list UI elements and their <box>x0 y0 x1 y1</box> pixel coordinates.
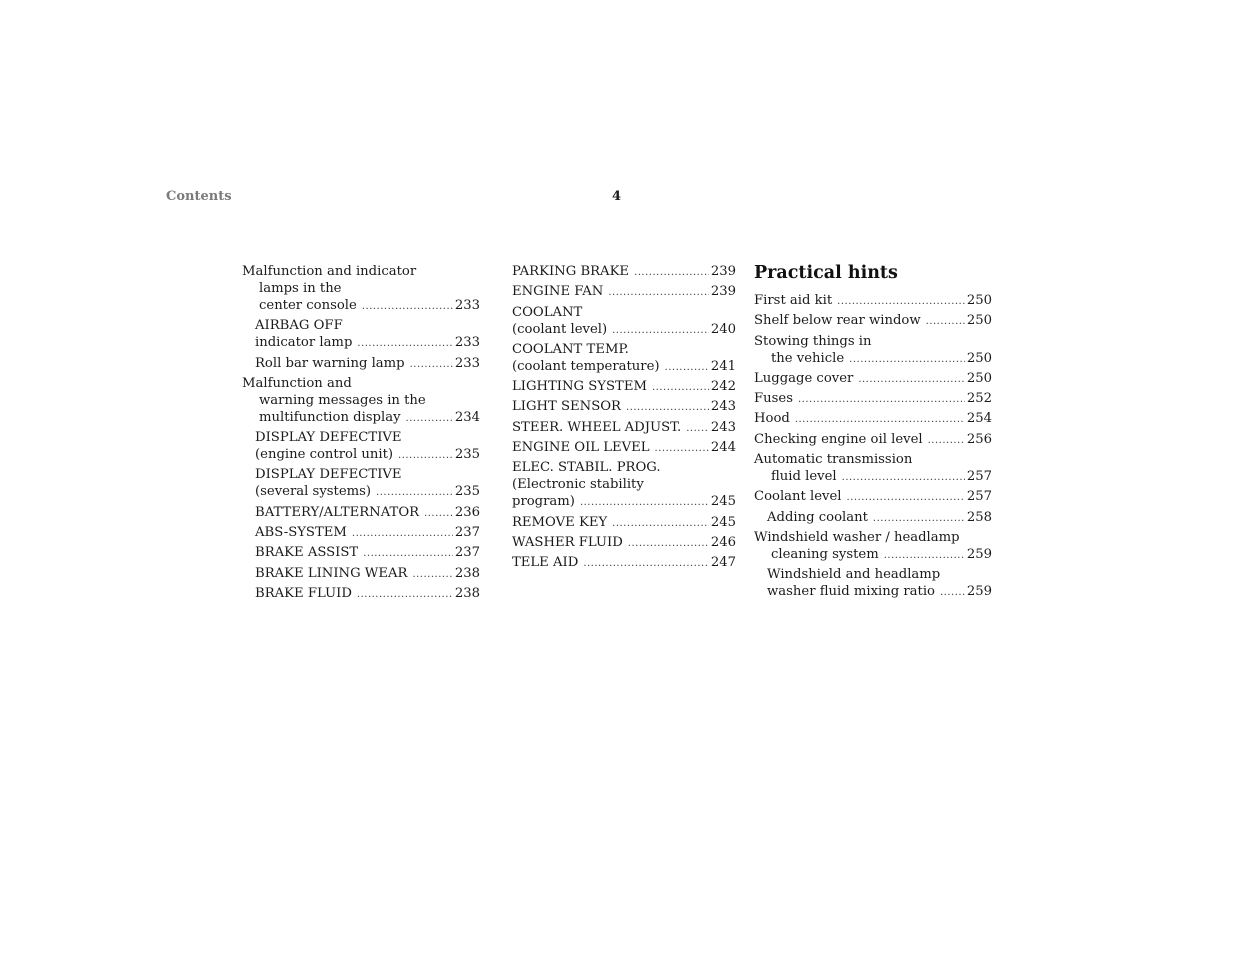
toc-entry-title: Malfunction and <box>242 375 352 391</box>
toc-entry-title: AIRBAG OFF <box>255 318 343 334</box>
toc-entry-label: Adding coolant <box>767 509 868 525</box>
toc-page-number: 245 <box>710 494 736 510</box>
contents-column-2 <box>512 263 736 575</box>
dot-leader <box>849 351 965 368</box>
dot-leader <box>357 335 452 352</box>
toc-entry[interactable] <box>242 355 480 373</box>
dot-leader <box>363 545 453 562</box>
toc-entry-continuation: lamps in the <box>259 281 342 296</box>
toc-page-number: 257 <box>966 469 992 485</box>
toc-entry-title: ELEC. STABIL. PROG. <box>512 460 661 476</box>
toc-entry[interactable] <box>754 566 992 601</box>
dot-leader <box>376 484 453 501</box>
toc-entry-title: DISPLAY DEFECTIVE <box>255 430 402 446</box>
dot-leader <box>398 447 453 464</box>
dot-leader <box>873 510 965 527</box>
toc-entry-title: DISPLAY DEFECTIVE <box>255 467 402 483</box>
dot-leader <box>926 313 965 330</box>
dot-leader <box>410 356 453 373</box>
toc-entry[interactable] <box>242 429 480 464</box>
dot-leader <box>795 411 965 428</box>
dot-leader <box>842 469 965 486</box>
toc-page-number: 250 <box>966 370 992 386</box>
toc-entry-label: WASHER FLUID <box>512 534 623 550</box>
toc-entry-label: BATTERY/ALTERNATOR <box>255 504 420 520</box>
toc-entry-label: washer fluid mixing ratio <box>767 584 935 600</box>
dot-leader <box>634 264 709 281</box>
toc-entry[interactable] <box>754 312 992 330</box>
toc-page-number: 250 <box>966 313 992 329</box>
toc-entry-title: Windshield washer / headlamp <box>754 529 960 545</box>
toc-entry-label: Roll bar warning lamp <box>255 355 405 371</box>
toc-entry-label: TELE AID <box>512 555 579 571</box>
page-number: 4 <box>612 189 622 204</box>
toc-page-number: 234 <box>454 409 480 425</box>
dot-leader <box>352 525 453 542</box>
toc-entry[interactable] <box>242 565 480 583</box>
practical-hints-entries <box>754 292 992 601</box>
toc-entry-label: (several systems) <box>255 484 372 500</box>
toc-entry-label: REMOVE KEY <box>512 514 608 530</box>
dot-leader <box>362 298 453 315</box>
toc-entry[interactable] <box>242 375 480 427</box>
dot-leader <box>798 391 965 408</box>
toc-entry[interactable] <box>512 263 736 281</box>
toc-page-number: 257 <box>966 489 992 505</box>
toc-page-number: 233 <box>454 298 480 313</box>
toc-entry-label: indicator lamp <box>255 335 353 351</box>
toc-entry[interactable] <box>754 488 992 506</box>
toc-page-number: 247 <box>710 555 736 571</box>
toc-entry-label: Checking engine oil level <box>754 431 923 447</box>
toc-entry[interactable] <box>242 504 480 522</box>
toc-page-number: 252 <box>966 391 992 407</box>
toc-page-number: 245 <box>710 514 736 530</box>
toc-entry-label: LIGHT SENSOR <box>512 399 621 415</box>
dot-leader <box>686 420 709 437</box>
toc-entry[interactable] <box>242 585 480 603</box>
running-header-section: Contents <box>166 189 232 204</box>
toc-page-number: 235 <box>454 447 480 463</box>
toc-entry-label: (coolant level) <box>512 321 608 337</box>
toc-entry[interactable] <box>512 419 736 437</box>
toc-entry[interactable] <box>512 341 736 376</box>
toc-entry[interactable] <box>754 390 992 408</box>
toc-entry[interactable] <box>242 317 480 352</box>
toc-entry-label: BRAKE LINING WEAR <box>255 565 408 581</box>
toc-entry[interactable] <box>512 304 736 339</box>
toc-entry-label: cleaning system <box>771 546 879 562</box>
dot-leader <box>583 555 709 572</box>
toc-page-number: 238 <box>454 565 480 581</box>
toc-entry[interactable] <box>754 509 992 527</box>
toc-entry[interactable] <box>512 378 736 396</box>
toc-entry-label: ENGINE OIL LEVEL <box>512 440 650 456</box>
toc-page-number: 250 <box>966 293 992 308</box>
dot-leader <box>665 359 709 376</box>
toc-page-number: 237 <box>454 545 480 561</box>
dot-leader <box>412 566 452 583</box>
toc-page-number: 258 <box>966 509 992 525</box>
toc-entry-label: (coolant temperature) <box>512 358 660 374</box>
dot-leader <box>406 410 453 427</box>
toc-entry-title: Automatic transmission <box>754 452 913 468</box>
toc-entry-label: center console <box>259 298 357 313</box>
toc-entry[interactable] <box>754 410 992 428</box>
section-title-practical-hints: Practical hints <box>754 263 898 283</box>
toc-entry-title: Windshield and headlamp <box>767 567 941 583</box>
toc-entry-label: fluid level <box>771 469 837 485</box>
toc-entry-label: Shelf below rear window <box>754 313 921 329</box>
toc-entry-label: ENGINE FAN <box>512 284 604 300</box>
toc-entry[interactable] <box>512 459 736 511</box>
dot-leader <box>652 379 709 396</box>
toc-entry-label: program) <box>512 494 575 510</box>
toc-entry-title: COOLANT <box>512 304 583 320</box>
toc-page-number: 259 <box>966 584 992 600</box>
dot-leader <box>580 494 709 511</box>
toc-entry-label: PARKING BRAKE <box>512 264 630 279</box>
toc-entry[interactable] <box>754 370 992 388</box>
toc-entry[interactable] <box>754 431 992 449</box>
toc-page-number: 250 <box>966 350 992 366</box>
toc-entry[interactable] <box>512 283 736 301</box>
contents-column-3 <box>754 263 992 604</box>
toc-page-number: 233 <box>454 355 480 371</box>
toc-entry[interactable] <box>512 439 736 457</box>
dot-leader <box>847 489 965 506</box>
dot-leader <box>940 584 965 601</box>
toc-entry-label: the vehicle <box>771 350 845 366</box>
dot-leader <box>608 284 708 301</box>
contents-column-1 <box>242 263 480 605</box>
toc-entry-title: Malfunction and indicator <box>242 264 417 279</box>
toc-entry[interactable] <box>754 333 992 368</box>
toc-page-number: 238 <box>454 585 480 601</box>
toc-entry-continuation: (Electronic stability <box>512 477 644 493</box>
dot-leader <box>626 399 709 416</box>
toc-page-number: 239 <box>710 284 736 300</box>
toc-entry-label: Coolant level <box>754 489 842 505</box>
dot-leader <box>858 371 965 388</box>
dot-leader <box>655 440 709 457</box>
toc-entry[interactable] <box>754 529 992 564</box>
toc-entry[interactable] <box>754 451 992 486</box>
toc-entry[interactable] <box>512 554 736 572</box>
toc-page-number: 244 <box>710 440 736 456</box>
toc-entry-label: Hood <box>754 411 790 427</box>
dot-leader <box>628 535 709 552</box>
toc-entry[interactable] <box>754 292 992 310</box>
toc-entry-label: First aid kit <box>754 293 833 308</box>
toc-entry-label: LIGHTING SYSTEM <box>512 379 647 395</box>
toc-page-number: 242 <box>710 379 736 395</box>
toc-page-number: 246 <box>710 534 736 550</box>
dot-leader <box>612 322 709 339</box>
toc-entry[interactable] <box>512 534 736 552</box>
toc-page-number: 235 <box>454 484 480 500</box>
toc-page-number: 256 <box>966 431 992 447</box>
toc-entry[interactable] <box>512 398 736 416</box>
dot-leader <box>884 547 965 564</box>
dot-leader <box>424 505 453 522</box>
toc-page-number: 254 <box>966 411 992 427</box>
toc-entry-label: ABS-SYSTEM <box>255 525 347 541</box>
toc-page-number: 241 <box>710 358 736 374</box>
toc-entry[interactable] <box>242 544 480 562</box>
toc-page-number: 259 <box>966 546 992 562</box>
toc-entry-title: COOLANT TEMP. <box>512 341 629 357</box>
toc-page-number: 243 <box>710 419 736 435</box>
toc-page-number: 236 <box>454 504 480 520</box>
toc-entry[interactable] <box>242 263 480 315</box>
toc-page-number: 233 <box>454 335 480 351</box>
toc-entry-label: BRAKE ASSIST <box>255 545 359 561</box>
toc-page-number: 240 <box>710 321 736 337</box>
toc-page-number: 239 <box>710 264 736 279</box>
dot-leader <box>612 515 709 532</box>
toc-entry-label: Fuses <box>754 391 793 407</box>
toc-entry-title: Stowing things in <box>754 333 872 349</box>
dot-leader <box>928 432 965 449</box>
toc-entry[interactable] <box>512 514 736 532</box>
toc-entry-label: Luggage cover <box>754 370 854 386</box>
toc-entry-label: BRAKE FLUID <box>255 585 352 601</box>
toc-entry-continuation: warning messages in the <box>259 392 426 408</box>
toc-entry-label: (engine control unit) <box>255 447 394 463</box>
toc-entry[interactable] <box>242 466 480 501</box>
toc-entry[interactable] <box>242 524 480 542</box>
toc-page-number: 237 <box>454 525 480 541</box>
dot-leader <box>837 293 965 310</box>
toc-entry-label: multifunction display <box>259 409 401 425</box>
toc-entry-label: STEER. WHEEL ADJUST. <box>512 419 682 435</box>
toc-page-number: 243 <box>710 399 736 415</box>
dot-leader <box>357 586 453 603</box>
